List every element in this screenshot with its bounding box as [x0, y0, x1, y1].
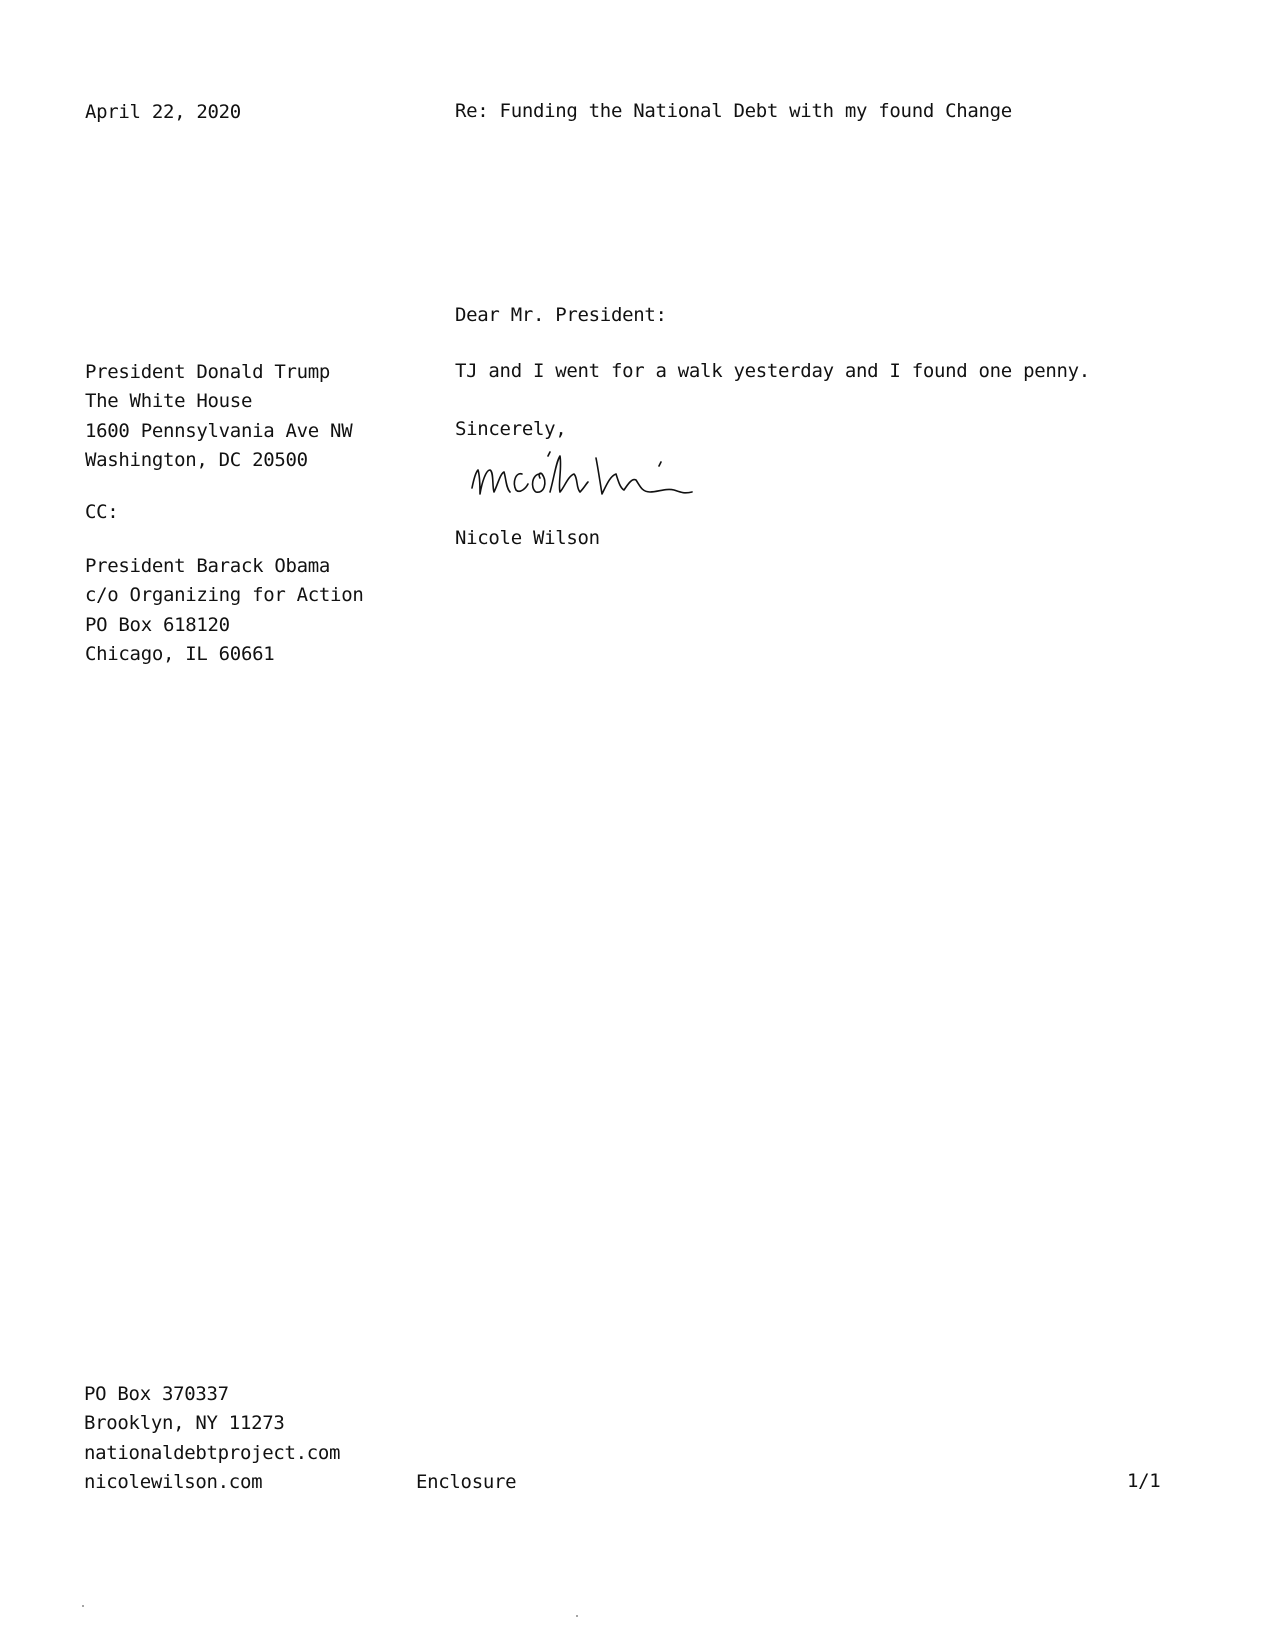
- sender-website-project: nationaldebtproject.com: [84, 1441, 341, 1464]
- sender-address: [84, 1380, 340, 1497]
- cc-address: [85, 552, 363, 669]
- signature-name: Nicole Wilson: [455, 527, 600, 549]
- cc-label: CC:: [85, 501, 119, 523]
- letter-body: TJ and I went for a walk yesterday and I found one penny.: [455, 360, 1090, 382]
- recipient-org: The White House: [85, 390, 253, 413]
- sender-website-personal: nicolewilson.com: [84, 1470, 263, 1493]
- page-number: 1/1: [1127, 1470, 1161, 1492]
- letter-salutation: Dear Mr. President:: [455, 304, 667, 326]
- letter-date: April 22, 2020: [85, 101, 241, 123]
- recipient-street: 1600 Pennsylvania Ave NW: [85, 419, 353, 442]
- cc-city: Chicago, IL 60661: [85, 642, 275, 665]
- cc-org: c/o Organizing for Action: [85, 584, 364, 607]
- sender-city: Brooklyn, NY 11273: [84, 1412, 285, 1435]
- enclosure-note: Enclosure: [416, 1471, 517, 1493]
- letter-subject: Re: Funding the National Debt with my found Change: [455, 100, 1012, 122]
- cc-pobox: PO Box 618120: [85, 613, 230, 636]
- handwritten-signature: [470, 448, 710, 508]
- letter-closing: Sincerely,: [455, 418, 567, 440]
- scan-speck: [82, 1605, 84, 1607]
- recipient-name: President Donald Trump: [85, 361, 331, 383]
- scan-speck: [576, 1615, 578, 1617]
- recipient-address: [85, 358, 352, 475]
- sender-pobox: PO Box 370337: [84, 1383, 229, 1405]
- recipient-city: Washington, DC 20500: [85, 448, 308, 471]
- cc-name: President Barack Obama: [85, 555, 331, 577]
